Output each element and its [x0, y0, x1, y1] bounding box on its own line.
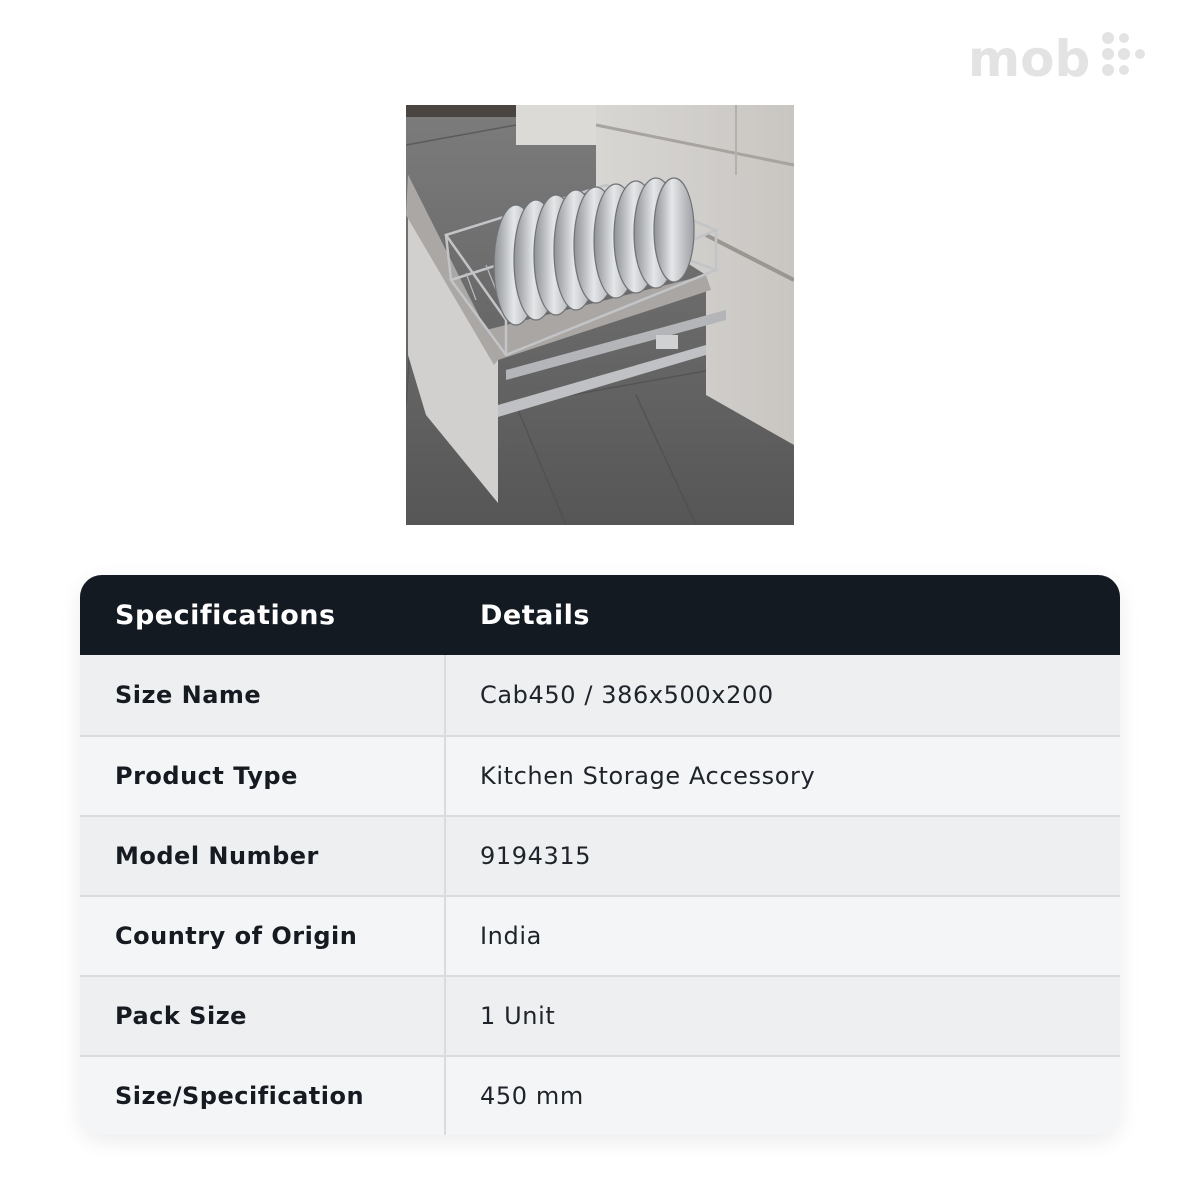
row-label: Size/Specification — [80, 1057, 446, 1135]
table-row — [80, 655, 1120, 735]
table-header — [80, 575, 1120, 655]
row-value: 1 Unit — [480, 1002, 556, 1030]
row-value: India — [480, 922, 542, 950]
row-label: Size Name — [80, 655, 446, 735]
row-value: 450 mm — [480, 1082, 584, 1110]
table-row — [80, 1055, 1120, 1135]
table-row — [80, 735, 1120, 815]
row-label: Country of Origin — [80, 897, 446, 975]
row-label: Model Number — [80, 817, 446, 895]
row-label: Pack Size — [80, 977, 446, 1055]
row-label: Product Type — [80, 737, 446, 815]
table-row — [80, 975, 1120, 1055]
specifications-table — [80, 575, 1120, 1135]
header-specifications: Specifications — [115, 599, 336, 631]
product-photo — [406, 105, 794, 525]
brand-logo — [968, 26, 1158, 86]
table-row — [80, 815, 1120, 895]
header-details: Details — [480, 599, 590, 631]
row-value: Kitchen Storage Accessory — [480, 762, 816, 790]
table-row — [80, 895, 1120, 975]
brand-logo-text: mob — [968, 30, 1091, 86]
row-value: 9194315 — [480, 842, 592, 870]
table-body — [80, 655, 1120, 1135]
brand-dots-icon — [1102, 32, 1145, 76]
row-value: Cab450 / 386x500x200 — [480, 681, 774, 709]
